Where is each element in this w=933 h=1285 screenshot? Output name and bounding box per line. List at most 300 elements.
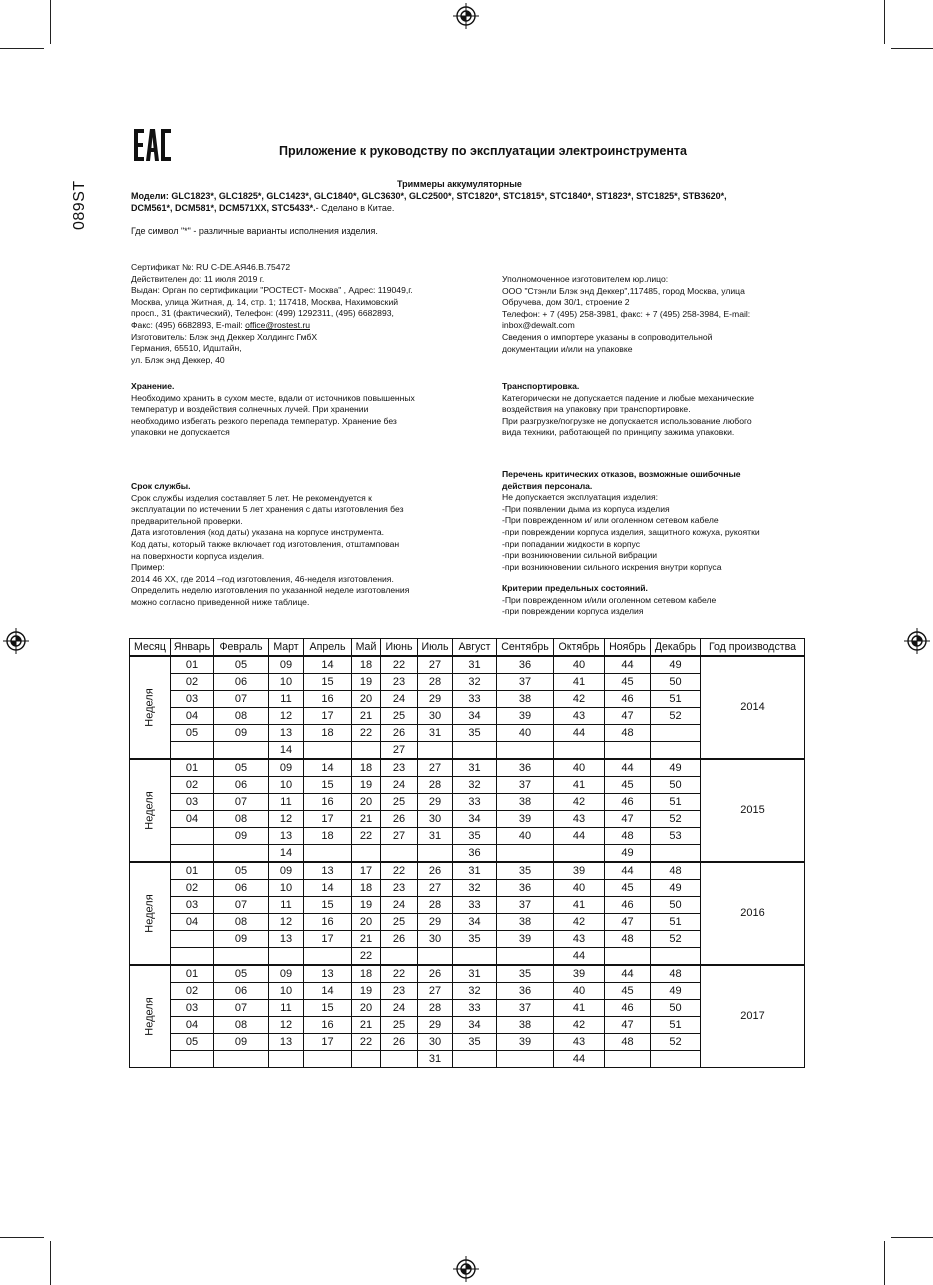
- week-cell: 22: [352, 828, 381, 845]
- asterisk-note: Где символ "*" - различные варианты исполнения изделия.: [131, 226, 378, 236]
- email-link[interactable]: office@rostest.ru: [245, 319, 310, 330]
- week-cell: 31: [418, 725, 453, 742]
- week-cell: 14: [304, 759, 352, 777]
- week-cell: 21: [352, 1017, 381, 1034]
- week-cell: 50: [651, 674, 701, 691]
- week-cell: 11: [269, 897, 304, 914]
- manufacturer-line: Германия, 65510, Идштайн,: [131, 343, 242, 354]
- week-cell: 40: [554, 656, 605, 674]
- representative-line: Уполномоченное изготовителем юр.лицо:: [502, 274, 669, 284]
- week-cell: 22: [381, 862, 418, 880]
- week-cell: 16: [304, 1017, 352, 1034]
- week-cell: 14: [269, 845, 304, 863]
- storage-block: [131, 381, 415, 439]
- transport-line: вида техники, работающей по принципу зажима упаковки.: [502, 427, 735, 438]
- table-header-row: [130, 639, 805, 657]
- week-cell: 08: [214, 1017, 269, 1034]
- crop-mark: [50, 0, 51, 44]
- week-cell: 06: [214, 674, 269, 691]
- week-cell: 35: [497, 965, 554, 983]
- week-cell: [497, 742, 554, 760]
- week-cell: 12: [269, 811, 304, 828]
- week-cell: 38: [497, 914, 554, 931]
- week-label: Неделя: [143, 894, 156, 933]
- week-cell: 33: [453, 794, 497, 811]
- week-cell: 26: [418, 862, 453, 880]
- week-cell: 29: [418, 914, 453, 931]
- week-cell: 25: [381, 794, 418, 811]
- week-cell: 04: [171, 708, 214, 725]
- service-life-line: 2014 46 XX, где 2014 –год изготовления, 46-неделя изготовления.: [131, 573, 394, 584]
- week-cell: 01: [171, 862, 214, 880]
- week-cell: 29: [418, 691, 453, 708]
- table-header-cell: Январь: [171, 639, 214, 657]
- failures-line: -при возникновении сильного искрения внутри корпуса: [502, 561, 722, 572]
- certificate-line: просп., 31 (фактический), Телефон: (499) 1292311, (495) 6682893,: [131, 308, 394, 319]
- models-list: [131, 190, 821, 214]
- week-cell: 44: [554, 948, 605, 966]
- week-cell: 22: [352, 1034, 381, 1051]
- week-cell: 35: [497, 862, 554, 880]
- table-header-cell: Ноябрь: [605, 639, 651, 657]
- week-cell: 17: [352, 862, 381, 880]
- week-cell: 04: [171, 811, 214, 828]
- week-cell: 07: [214, 794, 269, 811]
- week-cell: [214, 742, 269, 760]
- representative-line: документации и/или на упаковке: [502, 343, 633, 354]
- week-cell: 24: [381, 897, 418, 914]
- registration-mark-icon: [453, 1256, 479, 1282]
- certificate-line: Сертификат №: RU C-DE.АЯ46.В.75472: [131, 262, 291, 272]
- week-label-cell: [130, 862, 171, 965]
- product-category: Триммеры аккумуляторные: [397, 179, 522, 189]
- week-cell: 26: [381, 811, 418, 828]
- week-cell: 27: [381, 742, 418, 760]
- week-cell: 06: [214, 777, 269, 794]
- limit-states-block: [502, 583, 716, 618]
- week-cell: 09: [214, 725, 269, 742]
- week-cell: 06: [214, 983, 269, 1000]
- table-header-cell: Год производства: [701, 639, 805, 657]
- week-cell: 35: [453, 828, 497, 845]
- representative-block: [502, 274, 750, 355]
- week-cell: 22: [381, 656, 418, 674]
- week-cell: 45: [605, 674, 651, 691]
- week-cell: [497, 1051, 554, 1068]
- week-cell: 35: [453, 1034, 497, 1051]
- week-cell: [453, 1051, 497, 1068]
- week-cell: 08: [214, 708, 269, 725]
- week-cell: 19: [352, 897, 381, 914]
- week-cell: 04: [171, 914, 214, 931]
- week-cell: 38: [497, 1017, 554, 1034]
- table-header-cell: Месяц: [130, 639, 171, 657]
- registration-mark-icon: [904, 628, 930, 654]
- service-life-title: Срок службы.: [131, 481, 191, 491]
- failures-line: -При поврежденном и/ или оголенном сетевом кабеле: [502, 515, 719, 526]
- week-cell: [352, 1051, 381, 1068]
- week-cell: 52: [651, 811, 701, 828]
- week-cell: 04: [171, 1017, 214, 1034]
- week-cell: 30: [418, 931, 453, 948]
- week-cell: [418, 948, 453, 966]
- week-cell: 43: [554, 931, 605, 948]
- week-cell: 20: [352, 794, 381, 811]
- table-row: [130, 656, 805, 674]
- manufacturer-line: ул. Блэк энд Деккер, 40: [131, 354, 225, 365]
- week-cell: 39: [497, 931, 554, 948]
- storage-line: необходимо избегать резкого перепада температур. Хранение без: [131, 415, 397, 426]
- week-cell: 30: [418, 1034, 453, 1051]
- week-cell: [304, 1051, 352, 1068]
- registration-mark-icon: [3, 628, 29, 654]
- year-cell: 2016: [701, 862, 805, 965]
- transport-block: [502, 381, 754, 439]
- made-in: - Сделано в Китае.: [315, 203, 395, 213]
- week-cell: 46: [605, 691, 651, 708]
- week-cell: 45: [605, 880, 651, 897]
- week-cell: 42: [554, 691, 605, 708]
- week-cell: 43: [554, 1034, 605, 1051]
- week-cell: 02: [171, 674, 214, 691]
- week-cell: 52: [651, 931, 701, 948]
- week-cell: 46: [605, 794, 651, 811]
- week-cell: 03: [171, 897, 214, 914]
- week-cell: 41: [554, 674, 605, 691]
- storage-line: Необходимо хранить в сухом месте, вдали от источников повышенных: [131, 392, 415, 403]
- table-row: [130, 965, 805, 983]
- week-cell: 31: [453, 759, 497, 777]
- limit-states-title: Критерии предельных состояний.: [502, 583, 648, 593]
- week-cell: 41: [554, 777, 605, 794]
- week-cell: 48: [651, 862, 701, 880]
- week-cell: 09: [269, 965, 304, 983]
- table-row: [130, 862, 805, 880]
- week-cell: 06: [214, 880, 269, 897]
- week-cell: 13: [304, 862, 352, 880]
- week-cell: 25: [381, 1017, 418, 1034]
- service-life-line: предварительной проверки.: [131, 515, 243, 526]
- week-cell: 34: [453, 914, 497, 931]
- week-cell: [352, 742, 381, 760]
- failures-title: Перечень критических отказов, возможные ошибочные: [502, 469, 741, 479]
- failures-block: [502, 469, 760, 573]
- week-cell: 24: [381, 691, 418, 708]
- week-cell: 31: [418, 828, 453, 845]
- week-cell: [269, 1051, 304, 1068]
- table-header-cell: Июнь: [381, 639, 418, 657]
- week-cell: 52: [651, 708, 701, 725]
- year-cell: 2015: [701, 759, 805, 862]
- week-cell: 42: [554, 1017, 605, 1034]
- week-cell: 44: [605, 656, 651, 674]
- week-cell: 15: [304, 674, 352, 691]
- week-cell: 36: [497, 759, 554, 777]
- week-cell: 49: [651, 656, 701, 674]
- week-cell: 39: [554, 965, 605, 983]
- week-cell: [651, 742, 701, 760]
- certificate-line: Москва, улица Житная, д. 14, стр. 1; 117418, Москва, Нахимовский: [131, 296, 399, 307]
- week-cell: 48: [651, 965, 701, 983]
- week-cell: 36: [453, 845, 497, 863]
- week-cell: 50: [651, 777, 701, 794]
- week-cell: 37: [497, 777, 554, 794]
- year-cell: 2014: [701, 656, 805, 759]
- week-label: Неделя: [143, 688, 156, 727]
- week-cell: 28: [418, 1000, 453, 1017]
- week-cell: 09: [269, 656, 304, 674]
- representative-line: Сведения о импортере указаны в сопроводительной: [502, 331, 713, 342]
- week-cell: 24: [381, 1000, 418, 1017]
- week-cell: 48: [605, 828, 651, 845]
- week-cell: 18: [304, 828, 352, 845]
- week-cell: 18: [352, 965, 381, 983]
- week-cell: [418, 742, 453, 760]
- week-label: Неделя: [143, 997, 156, 1036]
- week-cell: 27: [381, 828, 418, 845]
- week-cell: 08: [214, 914, 269, 931]
- week-cell: 53: [651, 828, 701, 845]
- week-cell: 37: [497, 674, 554, 691]
- week-cell: [304, 948, 352, 966]
- representative-line: Обручева, дом 30/1, строение 2: [502, 297, 630, 308]
- week-cell: 48: [605, 931, 651, 948]
- week-cell: 31: [418, 1051, 453, 1068]
- week-cell: [651, 948, 701, 966]
- week-cell: 19: [352, 674, 381, 691]
- week-cell: 35: [453, 725, 497, 742]
- week-cell: 48: [605, 725, 651, 742]
- week-cell: 34: [453, 1017, 497, 1034]
- failures-line: Не допускается эксплуатация изделия:: [502, 492, 659, 503]
- week-cell: 10: [269, 777, 304, 794]
- week-cell: 13: [269, 931, 304, 948]
- week-cell: 16: [304, 691, 352, 708]
- crop-mark: [891, 48, 933, 49]
- week-cell: 26: [381, 1034, 418, 1051]
- week-cell: 30: [418, 811, 453, 828]
- representative-line: ООО "Стэнли Блэк энд Деккер",117485, город Москва, улица: [502, 285, 745, 296]
- week-cell: 18: [352, 656, 381, 674]
- week-cell: 46: [605, 897, 651, 914]
- week-cell: 10: [269, 674, 304, 691]
- week-cell: 24: [381, 777, 418, 794]
- week-cell: 16: [304, 914, 352, 931]
- week-cell: [381, 845, 418, 863]
- week-cell: [171, 742, 214, 760]
- representative-line: Телефон: + 7 (495) 258-3981, факс: + 7 (495) 258-3984, E-mail:: [502, 308, 751, 319]
- table-header-cell: Декабрь: [651, 639, 701, 657]
- week-cell: 27: [418, 656, 453, 674]
- week-cell: 09: [269, 759, 304, 777]
- manufacturer-line: Изготовитель: Блэк энд Деккер Холдингс ГмбХ: [131, 331, 318, 342]
- week-cell: 13: [269, 725, 304, 742]
- week-cell: 07: [214, 691, 269, 708]
- week-cell: 50: [651, 897, 701, 914]
- models-line1: GLC1823*, GLC1825*, GLC1423*, GLC1840*, GLC3630*, GLC2500*, STC1820*, STC1815*, STC1840*, ST1823*, STC1825*, STB3620*,: [171, 191, 727, 201]
- week-cell: 48: [605, 1034, 651, 1051]
- week-cell: 34: [453, 811, 497, 828]
- table-header-cell: Июль: [418, 639, 453, 657]
- week-cell: 32: [453, 777, 497, 794]
- week-cell: 32: [453, 880, 497, 897]
- week-cell: 01: [171, 965, 214, 983]
- week-cell: 44: [605, 965, 651, 983]
- table-header-cell: Март: [269, 639, 304, 657]
- week-cell: 36: [497, 656, 554, 674]
- service-life-block: [131, 481, 409, 609]
- week-cell: 14: [304, 880, 352, 897]
- week-cell: 51: [651, 914, 701, 931]
- week-cell: 21: [352, 811, 381, 828]
- week-cell: 27: [418, 983, 453, 1000]
- week-cell: 31: [453, 862, 497, 880]
- table-header-cell: Февраль: [214, 639, 269, 657]
- week-label: Неделя: [143, 791, 156, 830]
- service-life-line: Дата изготовления (код даты) указана на корпусе инструмента.: [131, 527, 385, 538]
- storage-line: упаковки не допускается: [131, 427, 230, 438]
- week-cell: [171, 828, 214, 845]
- week-cell: 33: [453, 691, 497, 708]
- week-cell: 40: [554, 983, 605, 1000]
- week-cell: 18: [352, 880, 381, 897]
- service-life-line: Пример:: [131, 562, 165, 573]
- week-cell: 28: [418, 674, 453, 691]
- week-cell: [352, 845, 381, 863]
- table-header-cell: Май: [352, 639, 381, 657]
- week-cell: [453, 742, 497, 760]
- week-cell: 05: [171, 725, 214, 742]
- week-cell: 20: [352, 691, 381, 708]
- week-cell: 25: [381, 914, 418, 931]
- week-cell: [554, 845, 605, 863]
- limit-states-line: -При поврежденном и/или оголенном сетевом кабеле: [502, 594, 717, 605]
- week-cell: 13: [269, 1034, 304, 1051]
- page-title: Приложение к руководству по эксплуатации электроинструмента: [279, 144, 687, 158]
- limit-states-line: -при повреждении корпуса изделия: [502, 606, 644, 617]
- week-cell: 28: [418, 897, 453, 914]
- week-cell: 01: [171, 656, 214, 674]
- crop-mark: [50, 1241, 51, 1285]
- week-cell: 39: [497, 1034, 554, 1051]
- service-life-line: можно согласно приведенной ниже таблице.: [131, 596, 310, 607]
- week-cell: 19: [352, 983, 381, 1000]
- week-cell: 40: [554, 880, 605, 897]
- week-cell: 26: [381, 931, 418, 948]
- week-cell: 44: [605, 862, 651, 880]
- week-cell: 50: [651, 1000, 701, 1017]
- week-cell: 16: [304, 794, 352, 811]
- week-cell: 37: [497, 1000, 554, 1017]
- week-cell: 17: [304, 708, 352, 725]
- week-cell: [214, 948, 269, 966]
- week-cell: 44: [605, 759, 651, 777]
- week-cell: 20: [352, 914, 381, 931]
- week-cell: [554, 742, 605, 760]
- storage-line: температур и воздействия солнечных лучей. При хранении: [131, 404, 369, 415]
- week-cell: 02: [171, 983, 214, 1000]
- week-label-cell: [130, 656, 171, 759]
- week-cell: 05: [214, 759, 269, 777]
- week-cell: 38: [497, 794, 554, 811]
- week-cell: 05: [214, 862, 269, 880]
- week-cell: 47: [605, 708, 651, 725]
- week-cell: 25: [381, 708, 418, 725]
- failures-title: действия персонала.: [502, 480, 593, 491]
- week-cell: 39: [497, 811, 554, 828]
- week-cell: 29: [418, 1017, 453, 1034]
- week-cell: 45: [605, 777, 651, 794]
- week-cell: 12: [269, 1017, 304, 1034]
- week-cell: 40: [497, 828, 554, 845]
- week-cell: 05: [171, 1034, 214, 1051]
- week-cell: 40: [497, 725, 554, 742]
- week-cell: 41: [554, 1000, 605, 1017]
- week-cell: 13: [304, 965, 352, 983]
- week-label-cell: [130, 965, 171, 1068]
- week-cell: 11: [269, 794, 304, 811]
- crop-mark: [884, 0, 885, 44]
- week-cell: 23: [381, 759, 418, 777]
- week-cell: 49: [651, 759, 701, 777]
- service-life-line: Код даты, который также включает год изготовления, отштампован: [131, 538, 400, 549]
- week-cell: 36: [497, 880, 554, 897]
- week-cell: 51: [651, 1017, 701, 1034]
- week-cell: 42: [554, 914, 605, 931]
- week-cell: [418, 845, 453, 863]
- week-cell: 44: [554, 828, 605, 845]
- week-cell: 28: [418, 777, 453, 794]
- table-header-cell: Сентябрь: [497, 639, 554, 657]
- table-header-cell: Август: [453, 639, 497, 657]
- week-cell: [171, 845, 214, 863]
- week-cell: 49: [605, 845, 651, 863]
- week-cell: 03: [171, 794, 214, 811]
- week-cell: 08: [214, 811, 269, 828]
- certificate-fax-line: [131, 320, 413, 332]
- week-cell: 23: [381, 983, 418, 1000]
- week-cell: 31: [453, 656, 497, 674]
- week-cell: 47: [605, 1017, 651, 1034]
- week-cell: 22: [381, 965, 418, 983]
- week-cell: [605, 742, 651, 760]
- week-cell: 21: [352, 708, 381, 725]
- week-cell: 52: [651, 1034, 701, 1051]
- table-body: [130, 656, 805, 1068]
- week-cell: 36: [497, 983, 554, 1000]
- week-cell: 40: [554, 759, 605, 777]
- week-cell: 43: [554, 708, 605, 725]
- week-cell: 26: [418, 965, 453, 983]
- service-life-line: эксплуатации по истечении 5 лет хранения с даты изготовления без: [131, 504, 404, 515]
- week-cell: [171, 931, 214, 948]
- week-cell: 38: [497, 691, 554, 708]
- certificate-line: Выдан: Орган по сертификации "РОСТЕСТ- Москва" , Адрес: 119049,г.: [131, 285, 413, 296]
- week-cell: 32: [453, 983, 497, 1000]
- week-cell: 30: [418, 708, 453, 725]
- week-cell: 12: [269, 708, 304, 725]
- week-cell: 47: [605, 811, 651, 828]
- week-cell: 15: [304, 777, 352, 794]
- week-cell: 47: [605, 914, 651, 931]
- week-cell: [497, 948, 554, 966]
- transport-title: Транспортировка.: [502, 381, 580, 391]
- week-cell: 51: [651, 691, 701, 708]
- certificate-line: Действителен до: 11 июля 2019 г.: [131, 273, 265, 284]
- week-cell: [381, 948, 418, 966]
- week-cell: [214, 1051, 269, 1068]
- week-cell: 34: [453, 708, 497, 725]
